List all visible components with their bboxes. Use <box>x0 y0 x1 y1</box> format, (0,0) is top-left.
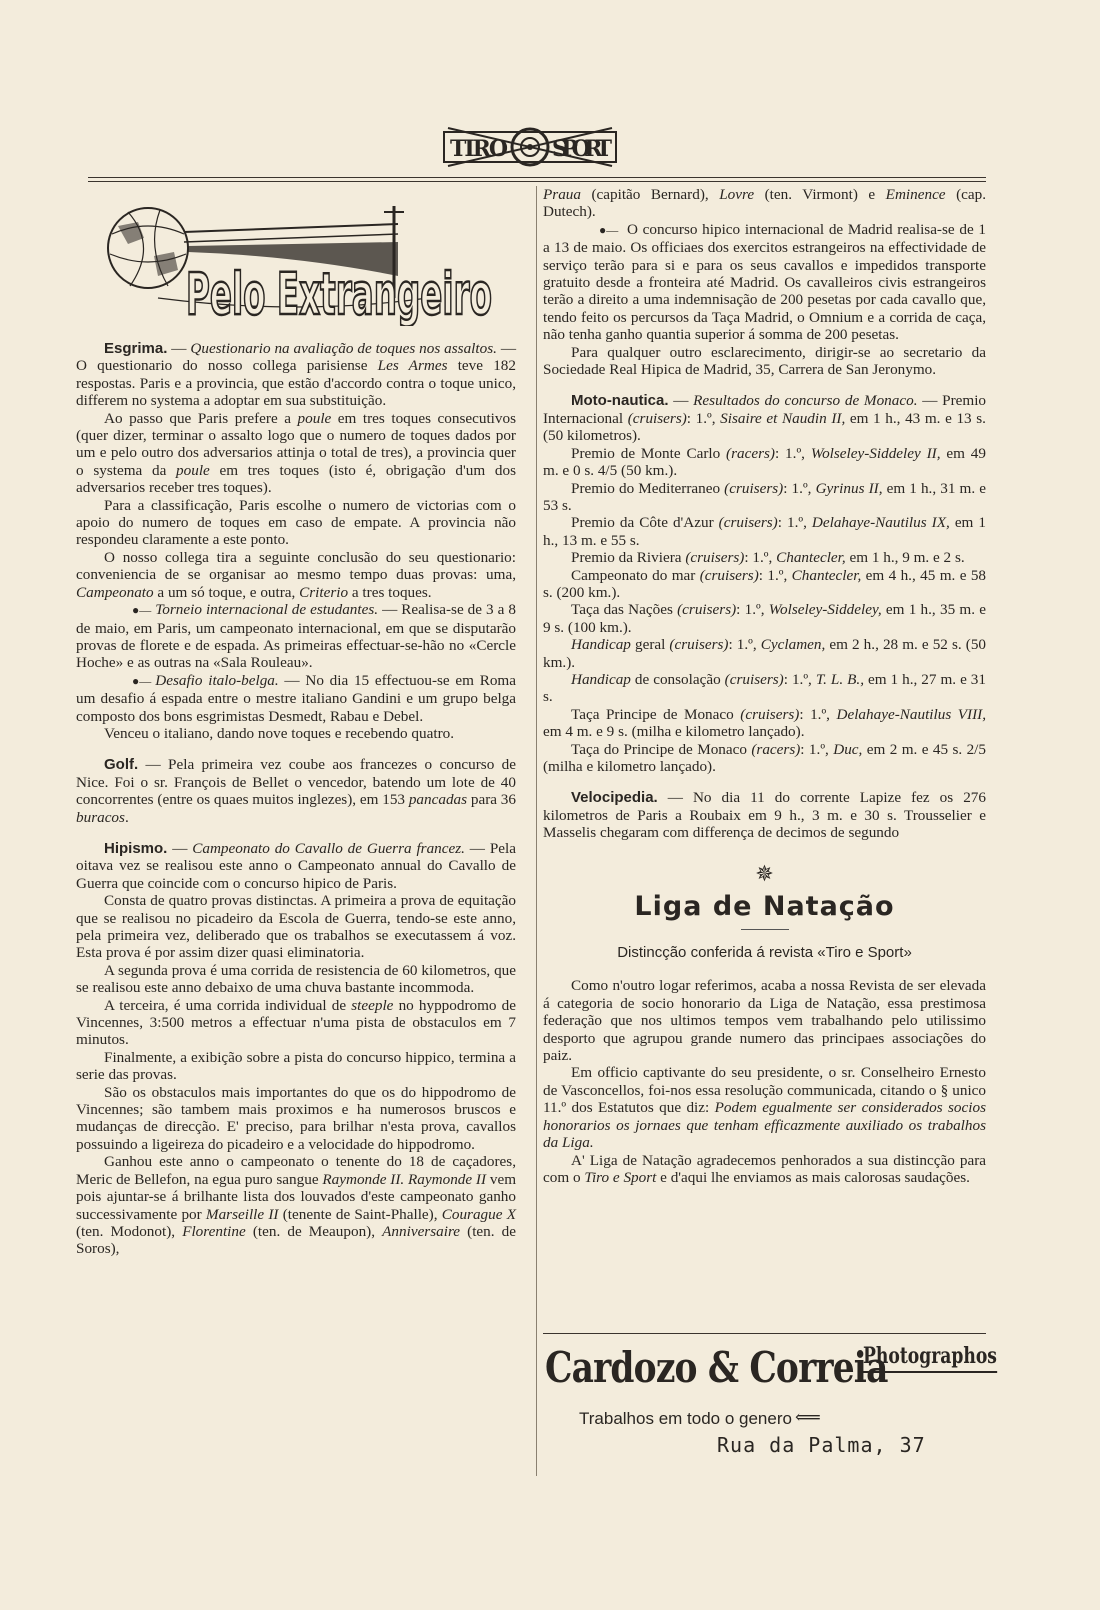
section-heading: Velocipedia. <box>571 789 658 807</box>
result-line: Taça Principe de Monaco (cruisers): 1.º, Delahaye-Nautilus VIII, em 4 m. e 9 s. (milha e kilometro lançado). <box>543 705 987 741</box>
result-line: Taça das Nações (cruisers): 1.º, Wolseley-Siddeley, em 1 h., 35 m. e 9 s. (100 km.). <box>543 601 986 636</box>
velocipedia-section: Velocipedia. — No dia 11 do corrente Lapize fez os 276 kilometros de Paris a Roubaix em 9 h., 3 m. e 30 s. Trousselier e Masselis chegaram com differença de decimos de segundo <box>543 789 986 842</box>
ad-rule <box>543 1333 986 1334</box>
section-heading: Moto-nautica. <box>571 392 669 410</box>
paragraph: Consta de quatro provas distinctas. A primeira a prova de equitação que se realisou no picadeiro da Escola de Guerra, tendo-se este anno, pela primeira vez, deliberado que os trabalhos se executassem á voz. Esta prova é por assim dizer quasi eliminatoria. <box>76 892 516 962</box>
paragraph: Para a classificação, Paris escolhe o numero de victorias com o apoio do numero de toques em caso de empate. A provincia não respondeu claramente a este ponto. <box>76 496 516 549</box>
result-line: Premio de Monte Carlo (racers): 1.º, Wolseley-Siddeley II, em 49 m. e 0 s. 4/5 (50 km.). <box>543 444 986 480</box>
right-column <box>543 186 986 1186</box>
bullet-icon: ●— <box>132 603 152 618</box>
esgrima-section: Esgrima. — Questionario na avaliação de toques nos assaltos. — O questionario do nosso collega parisiense Les Armes teve 182 respostas. Paris e a provincia, que estão d'accordo contra o toque unico, differem no systema a adoptar em sua substituição. <box>76 340 517 410</box>
header-rule-2 <box>88 181 986 182</box>
paragraph: Praua (capitão Bernard), Lovre (ten. Virmont) e Eminence (cap. Dutech). <box>543 186 986 221</box>
result-line: Handicap geral (cruisers): 1.º, Cyclamen, em 2 h., 28 m. e 52 s. (50 km.). <box>543 636 987 671</box>
masthead-logo <box>440 118 620 176</box>
result-line: Taça do Principe de Monaco (racers): 1.º, Duc, em 2 m. e 45 s. 2/5 (milha e kilometro lançado). <box>543 740 986 775</box>
golf-section: Golf. — Pela primeira vez coube aos francezes o concurso de Nice. Foi o sr. François de Bellet o vencedor, batendo um lote de 40 concorrentes (entre os quaes muitos inglezes), em 153 pancadas para 36 buracos. <box>76 756 516 826</box>
liga-title: Liga de Natação <box>634 890 895 922</box>
ad-tagline: Trabalhos em todo o genero <box>579 1409 792 1428</box>
left-column <box>76 186 516 1258</box>
paragraph: ●— Desafio italo-belga. — No dia 15 effectuou-se em Roma um desafio á espada entre o mestre italiano Gandini e um grupo belga composto dos bons esgrimistas Desmedt, Rabau e Debel. <box>76 671 516 725</box>
paragraph: A segunda prova é uma corrida de resistencia de 60 kilometros, que se realisou este anno debaixo de uma chuva bastante incommoda. <box>76 961 516 997</box>
result-line: Handicap de consolação (cruisers): 1.º, T. L. B., em 1 h., 27 m. e 31 s. <box>543 670 986 706</box>
arrow-left-icon: ⟸ <box>795 1407 821 1427</box>
paragraph: Para qualquer outro esclarecimento, dirigir-se ao secretario da Sociedade Real Hipica de Madrid, 35, Carrera de San Jeronymo. <box>543 343 986 379</box>
title-rule <box>741 929 789 930</box>
banner-title: Pelo Extrangeiro <box>186 260 492 326</box>
paragraph: Venceu o italiano, dando nove toques e recebendo quatro. <box>104 724 455 742</box>
paragraph: Ganhou este anno o campeonato o tenente do 18 de caçadores, Meric de Bellefon, na egua puro sangue Raymonde II. Raymonde II vem pois ajuntar-se á brilhante lista dos louvados d'este campeonato ganho successivamente por Marseille II (tenente de Saint-Phalle), Courague X (ten. Modonot), Florentine (ten. de Meaupon), Anniversaire (ten. de Soros), <box>76 1153 517 1258</box>
paragraph: Em officio captivante do seu presidente, o sr. Conselheiro Ernesto de Vasconcellos, foi-nos essa resolução communicada, citando o § unico 11.º dos Estatutos que diz: Podem egualmente ser considerados socios honorarios os jornaes que tenham efficazmente auxiliado os trabalhos da Liga. <box>543 1064 986 1152</box>
paragraph: ●— O concurso hipico internacional de Madrid realisa-se de 1 a 13 de maio. Os officiaes dos exercitos estrangeiros na effectividade de serviço terão para si e para os seus cavallos e impedidos transporte gratuito desde a fronteira até Madrid. Os cavalleiros civis estrangeiros terão a direito a uma indemnisação de 200 pesetas por cada cavallo que, tendo feito os percursos da Taça Madrid, o Omnium e a corrida de caça, não tenha ganho quantia superior á somma de 200 pesetas. <box>543 220 986 344</box>
paragraph: São os obstaculos mais importantes do que os do hippodromo de Vincennes; são tambem mais proximos e ha numerosos bruscos e mudanças de direcção. E' preciso, para brilhar n'esta prova, cavallos possuindo a ligeireza do picadeiro e a velocidade do hippodromo. <box>76 1083 516 1153</box>
paragraph: O nosso collega tira a seguinte conclusão do seu questionario: conveniencia de se organisar ao mesmo tempo duas provas: uma, Campeonato a um só toque, e outra, Criterio a tres toques. <box>76 548 516 601</box>
column-divider <box>536 186 537 1476</box>
ad-photographos: Photographos <box>863 1343 997 1373</box>
section-banner-illustration <box>98 186 502 326</box>
hipismo-section: Hipismo. — Campeonato do Cavallo de Guerra francez. — Pela oitava vez se realisou este anno o Campeonato annual do Cavallo de Guerra que coincide com o concurso hipico de Paris. <box>76 839 516 892</box>
paragraph: A terceira, é uma corrida individual de steeple no hyppodromo de Vincennes, 3:500 metros a effectuar n'uma pista de obstaculos em 7 minutos. <box>76 996 516 1049</box>
section-heading: Hipismo. <box>104 839 168 857</box>
result-line: Premio da Côte d'Azur (cruisers): 1.º, Delahaye-Nautilus IX, em 1 h., 13 m. e 55 s. <box>543 514 986 549</box>
bullet-icon: ●— <box>132 673 152 688</box>
ad-business-name: Cardozo & Correia <box>545 1343 888 1392</box>
svg-text:TIRO: TIRO <box>450 136 508 162</box>
result-line: Campeonato do mar (cruisers): 1.º, Chantecler, em 4 h., 45 m. e 58 s. (200 km.). <box>543 566 987 601</box>
ad-address: Rua da Palma, 37 <box>717 1433 926 1457</box>
svg-text:SPORT: SPORT <box>552 136 612 162</box>
paragraph: A' Liga de Natação agradecemos penhorados a sua distincção para com o Tiro e Sport e d'aqui lhe enviamos as mais calorosas saudações. <box>543 1151 986 1186</box>
bullet-icon: ●— <box>599 222 619 237</box>
result-line: Premio da Riviera (cruisers): 1.º, Chantecler, em 1 h., 9 m. e 2 s. <box>571 549 965 567</box>
paragraph: Finalmente, a exibição sobre a pista do concurso hippico, termina a serie das provas. <box>76 1048 516 1084</box>
header-rule <box>88 177 986 178</box>
paragraph: ●— Torneio internacional de estudantes. — Realisa-se de 3 a 8 de maio, em Paris, um campeonato internacional, em que se disputarão provas de florete e de espada. As primeiras effectuar-se-hão no «Cercle Hoche» e as outras na «Sala Rouleau». <box>76 601 516 672</box>
liga-subtitle: Distincção conferida á revista «Tiro e Sport» <box>617 944 912 962</box>
result-line: Premio do Mediterraneo (cruisers): 1.º, Gyrinus II, em 1 h., 31 m. e 53 s. <box>543 479 986 514</box>
ornament-icon: ✵ <box>755 860 774 886</box>
paragraph: Como n'outro logar referimos, acaba a nossa Revista de ser elevada á categoria de socio honorario da Liga de Natação, essa prestimosa federação que nos ultimos tempos vem trabalhando pelo utilissimo desporto que agrupou grande numero das principaes associações do paiz. <box>543 977 986 1065</box>
paragraph: Ao passo que Paris prefere a poule em tres toques consecutivos (quer dizer, terminar o assalto logo que o numero de toques dados por um e pelo outro dos adversarios attinja o total de tres), a provincia quer o systema da poule em tres toques (isto é, obrigação d'um dos adversarios receber tres toques). <box>76 409 516 497</box>
moto-nautica-section: Moto-nautica. — Resultados do concurso de Monaco. — Premio Internacional (cruisers): 1.º, Sisaire et Naudin II, em 1 h., 43 m. e 13 s. (50 kilometros). <box>543 392 987 445</box>
advertisement <box>543 1333 997 1463</box>
section-heading: Esgrima. <box>104 340 168 357</box>
section-heading: Golf. <box>104 756 139 774</box>
